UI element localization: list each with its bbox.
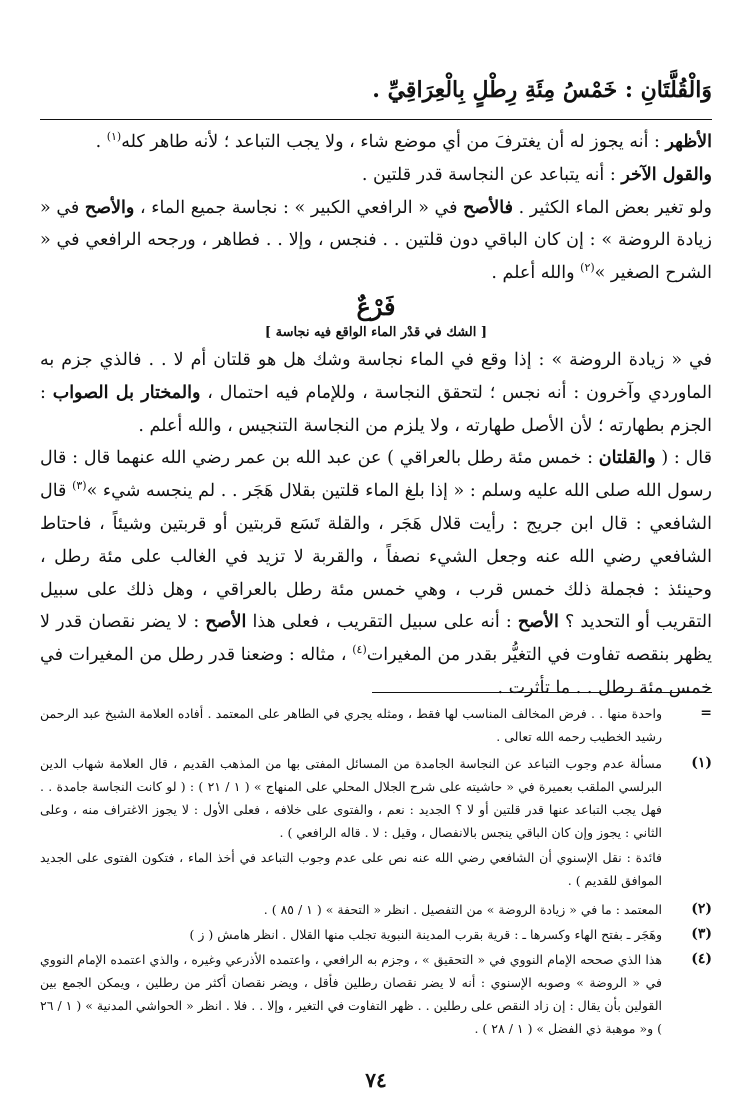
section-subheading: [ الشك في قدْر الماء الواقع فيه نجاسة ] <box>264 324 488 340</box>
footnote-text: واحدة منها . . فرض المخالف المناسب لها فقط ، ومثله يجري في الطاهر على المعتمد . أفاده العلامة الشيخ عبد الرحمن رشيد الخطيب رحمه الله تعالى . <box>40 706 662 744</box>
footnote <box>40 846 712 892</box>
text-run: : خمس مئة رطل بالعراقي ) عن عبد الله بن عمر رضي الله عنهما قال : قال رسول الله صلى الله عليه وسلم : « إذا بلغ الماء قلتين بقلال هَجَر . . لم ينجسه شيء » <box>40 448 712 502</box>
text-run: : أنه يجوز له أن يغترفَ من أي موضع شاء ، ولا يجب التباعد ؛ لأنه طاهر كله <box>121 132 666 152</box>
text-run: قال الشافعي : قال ابن جريج : رأيت قلال هَجَر ، والقلة تَسَع قربتين أو قربتين وشيئاً ، فاحتاط الشافعي رضي الله عنه وجعل الشيء نصفاً ، والقربة لا تزيد في الغالب على مئة رطل ، وحينئذ : فجملة ذلك خمس قرب ، وهي خمس مئة رطل بالعراقي ، وهل ذلك على سبيل التقريب أو التحديد ؟ <box>40 481 712 633</box>
main-text <box>40 126 712 705</box>
text-run: . <box>95 132 107 152</box>
paragraph <box>40 344 712 442</box>
text-run: : أنه يتباعد عن النجاسة قدر قلتين . <box>361 164 622 185</box>
bold-term: الأصح <box>517 612 559 633</box>
footnote-number: = <box>700 705 712 721</box>
paragraph-group-1 <box>40 126 712 290</box>
footnote-number: (٣) <box>691 926 712 942</box>
footnote <box>40 752 712 844</box>
footnote <box>40 898 712 921</box>
text-run: ، مثاله : وضعنا قدر رطل من المغيرات في خمس مئة رطل . . ما تأثرت . <box>40 645 712 698</box>
paragraph <box>40 442 712 704</box>
section-ornament: فَرْعٌ <box>356 291 396 321</box>
footnote-ref: (٤) <box>352 643 367 657</box>
footnotes <box>40 702 712 1042</box>
footnote-number: (١) <box>691 755 712 771</box>
bold-term: والمختار بل الصواب <box>52 382 201 403</box>
paragraph <box>40 192 712 290</box>
text-run: والله أعلم . <box>491 263 581 284</box>
footnote <box>40 948 712 1040</box>
text-run: ولو تغير بعض الماء الكثير . <box>512 197 712 218</box>
text-run: في « زيادة الروضة » : إذا وقع في الماء نجاسة وشك هل هو قلتان أم لا . . فالذي جزم به الماوردي وآخرون : أنه نجس ؛ لتحقق النجاسة ، وللإمام فيه احتمال ، <box>40 349 712 403</box>
bold-term: الأظهر <box>665 132 712 152</box>
footnote-ref: (٢) <box>580 261 595 275</box>
footnote-text: فائدة : نقل الإسنوي أن الشافعي رضي الله عنه نص على عدم وجوب التباعد في أخذ الماء ، فتكون الفتوى على الجديد الموافق للقديم ) . <box>40 850 662 888</box>
paragraph <box>40 126 712 159</box>
text-run: : الجزم بطهارته ؛ لأن الأصل طهارته ، ولا يلزم من النجاسة التنجيس ، والله أعلم . <box>40 382 712 436</box>
bold-term: فالأصح <box>463 197 513 218</box>
bold-term: والقلتان <box>598 448 656 469</box>
footnote-rule <box>372 692 712 693</box>
text-run: : أنه على سبيل التقريب ، فعلى هذا <box>246 612 518 633</box>
bold-term: والقول الآخر <box>621 164 712 185</box>
footnote-text: المعتمد : ما في « زيادة الروضة » من التفصيل . انظر « التحفة » ( ١ / ٨٥ ) . <box>263 902 662 917</box>
page-number: ٧٤ <box>365 1068 387 1092</box>
footnote-ref: (٣) <box>72 479 87 493</box>
footnote-text: وهَجَر ـ بفتح الهاء وكسرها ـ : قرية بقرب المدينة النبوية تجلب منها القلال . انظر هامش ( ز ) <box>189 927 662 942</box>
text-run: في « الرافعي الكبير » : نجاسة جميع الماء ، <box>134 197 464 218</box>
footnote-number: (٢) <box>691 901 712 917</box>
footnote-number: (٤) <box>691 951 712 967</box>
header-rule <box>40 119 712 120</box>
bold-term: والأصح <box>84 197 135 218</box>
paragraph-group-2 <box>40 344 712 705</box>
text-run: : لا يضر نقصان قدر لا يظهر بنقصه تفاوت في التغيُّر بقدر من المغيرات <box>40 612 713 666</box>
running-head: وَالْقُلَّتَانِ : خَمْسُ مِئَةِ رِطْلٍ بِالْعِرَاقِيِّ . <box>372 77 712 103</box>
footnote-text: مسألة عدم وجوب التباعد عن النجاسة الجامدة من المسائل المفتى بها من المذهب القديم ، قال العلامة شهاب الدين البرلسي الملقب بعميرة في « حاشيته على شرح الجلال المحلي على المنهاج » ( ١ / ٢١ ) : ( لو كانت النجاسة جامدة . . فهل يجب التباعد عنها قدر قلتين أو لا ؟ الجديد : نعم ، والفتوى على خلافه ، فعلى الأول : لا يجوز الاغتراف منه ، وعلى الثاني : يجوز وإن كان الباقي ينجس بالانفصال ، وقيل : لا . قاله الرافعي ) . <box>40 756 662 840</box>
footnote-text: هذا الذي صححه الإمام النووي في « التحقيق » ، وجزم به الرافعي ، واعتمده الأذرعي وغيره ، والذي اعتمده الإمام النووي في « الروضة » وصوبه الإسنوي : أنه لا يضر نقصان رطلين فأقل ، ويضر نقصان أكثر من رطلين ، ويمكن الجمع بين القولين بأن يقال : إن زاد النقص على رطلين . . ظهر التفاوت في التغير ، وإلا . . فلا . انظر « الحواشي المدنية » ( ١ / ٢٦ ) و« موهبة ذي الفضل » ( ١ / ٢٨ ) . <box>40 952 662 1036</box>
footnote <box>40 923 712 946</box>
footnote-ref: (١) <box>106 130 122 144</box>
text-run: في « زيادة الروضة » : إن كان الباقي دون قلتين . . فنجس ، وإلا . . فطاهر ، ورجحه الرافعي في « الشرح الصغير » <box>40 197 712 284</box>
footnote <box>40 702 712 748</box>
paragraph <box>40 159 712 192</box>
text-run: قال : ( <box>655 448 712 469</box>
bold-term: الأصح <box>205 612 247 633</box>
